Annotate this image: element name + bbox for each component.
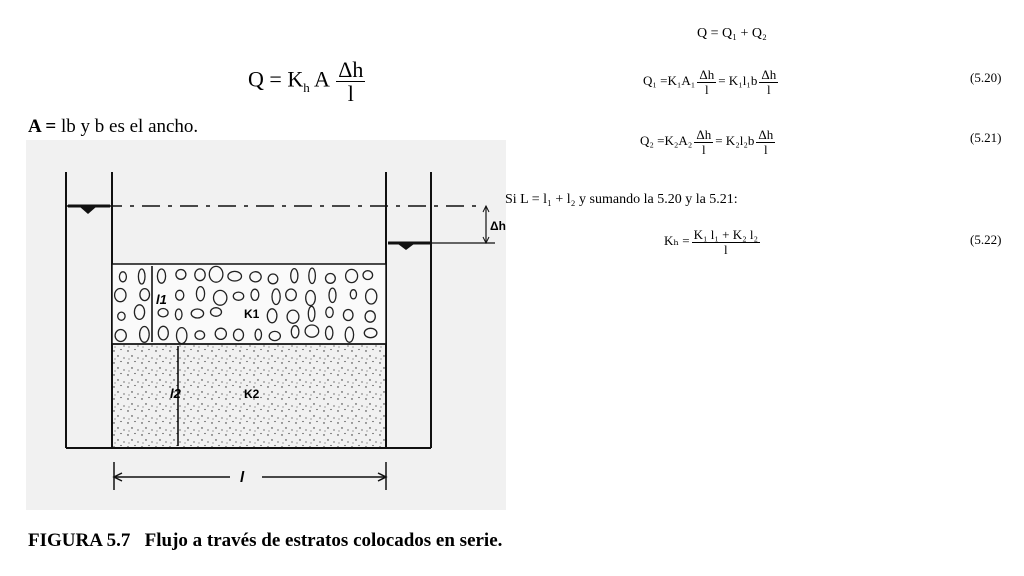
eq-coef: K — [287, 66, 304, 92]
eq-equals: = — [269, 66, 282, 92]
delta-h-label: Δh — [490, 219, 506, 233]
eq-frac-num: Δh — [338, 57, 364, 82]
length-label: l — [240, 469, 245, 486]
eq522-den: l — [724, 241, 728, 257]
eq521-den1: l — [701, 141, 706, 157]
eq521-den2: l — [764, 141, 768, 157]
eq522-num: K₁ l₁ + K₂ l₂ — [693, 227, 759, 242]
eq520-lhs: Q₁ =K₁A₁ — [643, 73, 696, 89]
figure-diagram — [0, 0, 520, 510]
figure-caption: FIGURA 5.7 Flujo a través de estratos colocados en serie. — [28, 530, 503, 551]
k2-label: K2 — [244, 387, 260, 401]
eq520-num1: Δh — [699, 67, 715, 82]
area-text-bold: A = — [28, 116, 57, 137]
figure-5-7 — [0, 0, 520, 510]
eq522-frac — [692, 228, 760, 256]
eq521-frac2 — [756, 128, 775, 156]
eq521-num1: Δh — [696, 127, 712, 142]
l1-label: l1 — [156, 292, 167, 307]
eq-sum: Q = Q₁ + Q₂ — [697, 26, 767, 41]
eq520-num2: Δh — [761, 67, 777, 82]
eq522-lhs: Kₕ = — [664, 233, 690, 249]
eq-lhs: Q — [248, 66, 264, 92]
eq520-den2: l — [767, 81, 771, 97]
eq520-frac2 — [759, 68, 778, 96]
eq-5-22 — [664, 228, 762, 256]
eq521-num2: Δh — [758, 127, 774, 142]
eq521-frac1 — [694, 128, 713, 156]
area-text-rest: lb y b es el ancho. — [56, 116, 199, 137]
eq-5-21 — [640, 128, 777, 156]
k1-label: K1 — [244, 307, 260, 321]
eq520-mid: = K₁l₁b — [718, 73, 758, 89]
eq-number-5-21: (5.21) — [970, 130, 1002, 145]
text-si: Si L = l₁ + l₂ y sumando la 5.20 y la 5.21: — [505, 192, 738, 207]
eq-5-20 — [643, 68, 780, 96]
eq-number-5-22: (5.22) — [970, 232, 1002, 247]
l2-label: l2 — [170, 386, 181, 401]
eq520-frac1 — [697, 68, 716, 96]
eq-area: A — [314, 66, 329, 92]
eq521-lhs: Q₂ =K₂A₂ — [640, 133, 693, 149]
eq521-mid: = K₂l₂b — [715, 133, 755, 149]
eq-number-5-20: (5.20) — [970, 70, 1002, 85]
eq-frac-den: l — [347, 81, 354, 107]
eq520-den1: l — [704, 81, 709, 97]
eq-coef-sub: h — [303, 80, 310, 96]
